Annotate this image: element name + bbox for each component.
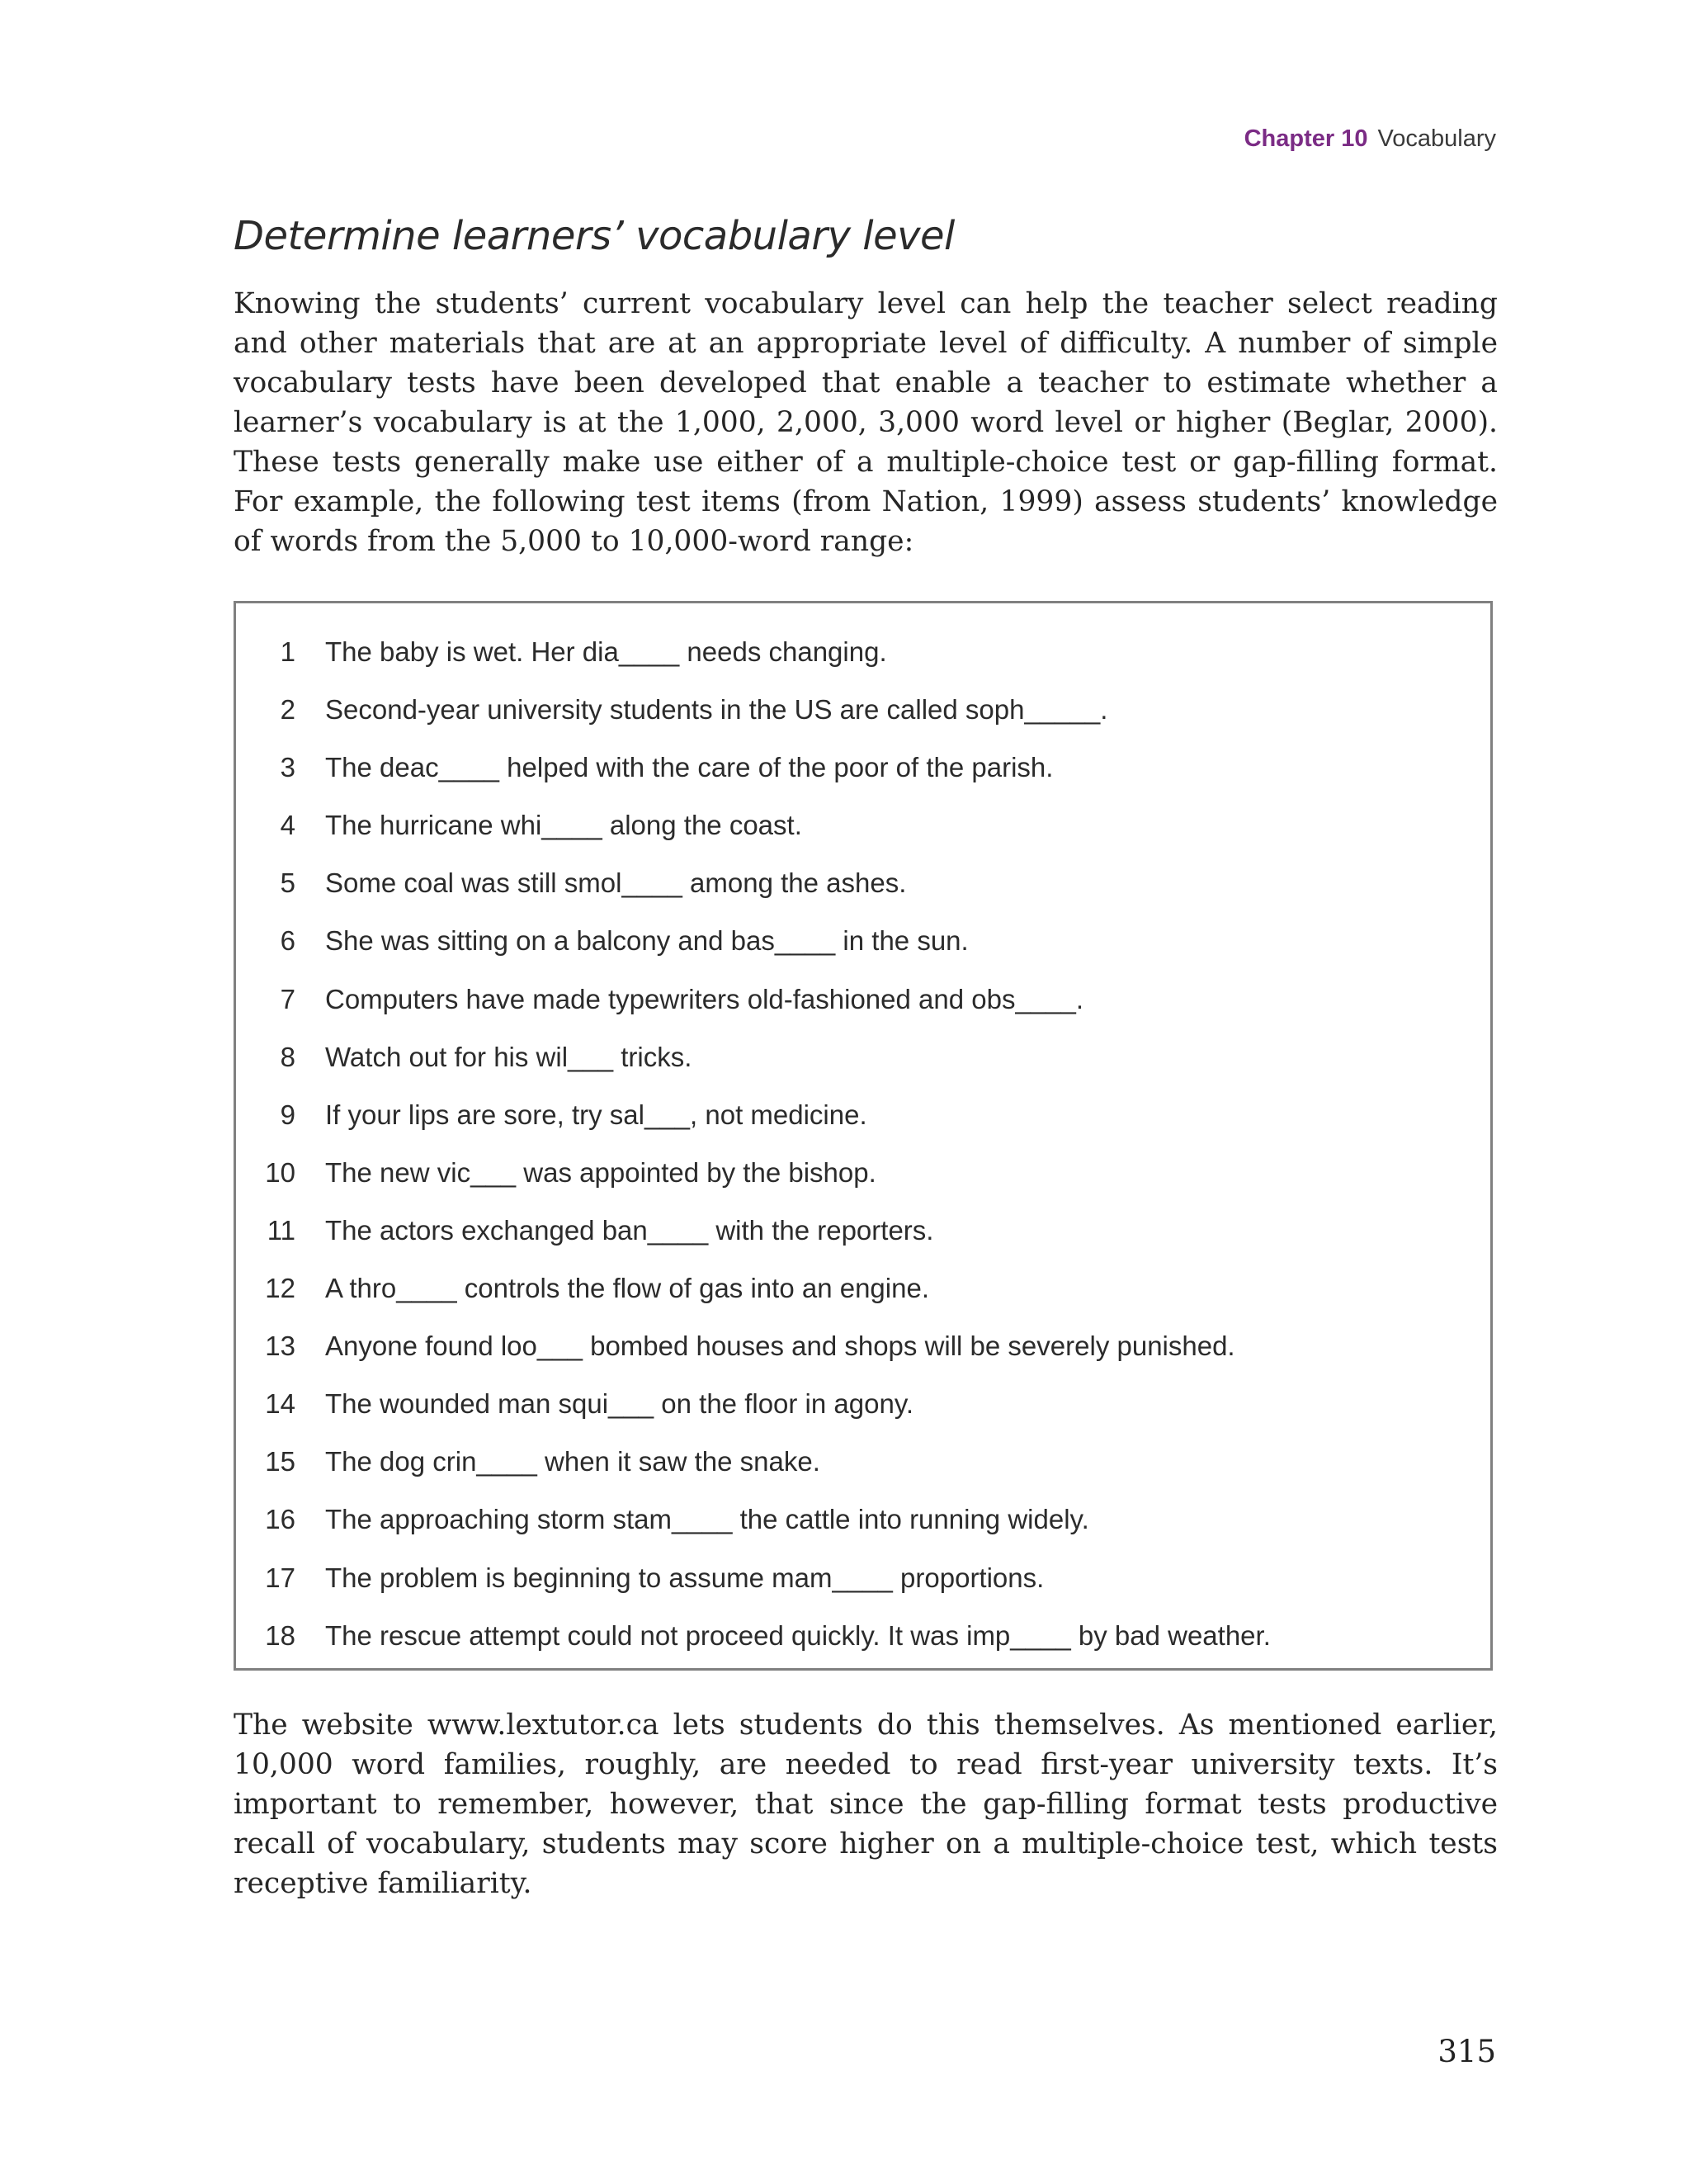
test-item-number: 13 xyxy=(265,1331,295,1362)
test-item-sentence: The hurricane whi____ along the coast. xyxy=(325,810,802,841)
test-item xyxy=(236,1549,1490,1607)
test-item xyxy=(236,797,1490,854)
section-title: Determine learners’ vocabulary level xyxy=(234,213,955,259)
test-item-number: 11 xyxy=(267,1214,295,1246)
test-item xyxy=(236,1433,1490,1491)
test-items-list xyxy=(236,623,1490,1665)
test-item-number: 4 xyxy=(280,810,295,841)
test-item xyxy=(236,1375,1490,1433)
test-item xyxy=(236,912,1490,970)
test-item-number: 7 xyxy=(280,983,295,1014)
test-item xyxy=(236,1317,1490,1375)
test-item-number: 1 xyxy=(280,636,295,667)
test-item-number: 16 xyxy=(265,1504,295,1535)
test-item-sentence: Computers have made typewriters old-fashioned and obs____. xyxy=(325,983,1084,1014)
test-item-number: 17 xyxy=(265,1562,295,1593)
chapter-label: Chapter 10 xyxy=(1244,125,1368,152)
page-number: 315 xyxy=(1437,2034,1496,2069)
outro-paragraph: The website www.lextutor.ca lets students do this themselves. As mentioned earlier, 10,000 word families, roughly, are needed to read first-year university texts. It’s important to remember, however, that since the gap-filling format tests productive recall of vocabulary, students may score higher on a multiple-choice test, which tests receptive familiarity. xyxy=(234,1709,1498,1900)
test-item-sentence: The wounded man squi___ on the floor in agony. xyxy=(325,1388,914,1420)
test-item xyxy=(236,1607,1490,1665)
test-item xyxy=(236,1260,1490,1317)
test-item-sentence: The problem is beginning to assume mam____ proportions. xyxy=(325,1562,1045,1593)
test-item-number: 3 xyxy=(280,752,295,783)
test-item-sentence: The new vic___ was appointed by the bishop. xyxy=(325,1156,876,1188)
test-item-number: 6 xyxy=(280,925,295,957)
running-head xyxy=(1244,125,1496,153)
test-item-sentence: She was sitting on a balcony and bas____ in the sun. xyxy=(325,925,969,957)
test-item-sentence: The actors exchanged ban____ with the reporters. xyxy=(325,1214,934,1246)
test-item-sentence: The baby is wet. Her dia____ needs changing. xyxy=(325,636,887,667)
test-item xyxy=(236,1028,1490,1086)
intro-paragraph: Knowing the students’ current vocabulary level can help the teacher select reading and other materials that are at an appropriate level of difficulty. A number of simple vocabulary tests have been developed that enable a teacher to estimate whether a learner’s vocabulary is at the 1,000, 2,000, 3,000 word level or higher (Beglar, 2000). These tests generally make use either of a multiple-choice test or gap-filling format. For example, the following test items (from Nation, 1999) assess students’ knowledge of words from the 5,000 to 10,000-word range: xyxy=(234,287,1498,558)
test-item-number: 10 xyxy=(265,1156,295,1188)
test-item-number: 14 xyxy=(265,1388,295,1420)
test-item xyxy=(236,1086,1490,1144)
test-item-sentence: Anyone found loo___ bombed houses and shops will be severely punished. xyxy=(325,1331,1235,1362)
test-item-number: 2 xyxy=(280,694,295,726)
test-item-number: 18 xyxy=(265,1619,295,1651)
test-item-sentence: Second-year university students in the US are called soph_____. xyxy=(325,694,1108,726)
test-item-number: 5 xyxy=(280,867,295,899)
test-item xyxy=(236,623,1490,681)
chapter-topic: Vocabulary xyxy=(1377,125,1496,152)
test-item-sentence: The rescue attempt could not proceed quickly. It was imp____ by bad weather. xyxy=(325,1619,1271,1651)
test-item-sentence: Some coal was still smol____ among the ashes. xyxy=(325,867,907,899)
test-item-sentence: The dog crin____ when it saw the snake. xyxy=(325,1446,820,1477)
test-item xyxy=(236,1144,1490,1202)
test-item xyxy=(236,1491,1490,1548)
test-item-number: 9 xyxy=(280,1099,295,1130)
test-item-sentence: The approaching storm stam____ the cattle into running widely. xyxy=(325,1504,1089,1535)
test-item xyxy=(236,1202,1490,1260)
test-item xyxy=(236,739,1490,797)
test-item-sentence: Watch out for his wil___ tricks. xyxy=(325,1041,692,1072)
test-item-number: 8 xyxy=(280,1041,295,1072)
test-item-number: 12 xyxy=(265,1273,295,1304)
test-item-sentence: A thro____ controls the flow of gas into an engine. xyxy=(325,1273,929,1304)
test-item-number: 15 xyxy=(265,1446,295,1477)
test-item-sentence: If your lips are sore, try sal___, not medicine. xyxy=(325,1099,867,1130)
test-item xyxy=(236,971,1490,1028)
test-item xyxy=(236,854,1490,912)
test-items-box xyxy=(234,601,1493,1671)
test-item xyxy=(236,681,1490,739)
test-item-sentence: The deac____ helped with the care of the poor of the parish. xyxy=(325,752,1054,783)
